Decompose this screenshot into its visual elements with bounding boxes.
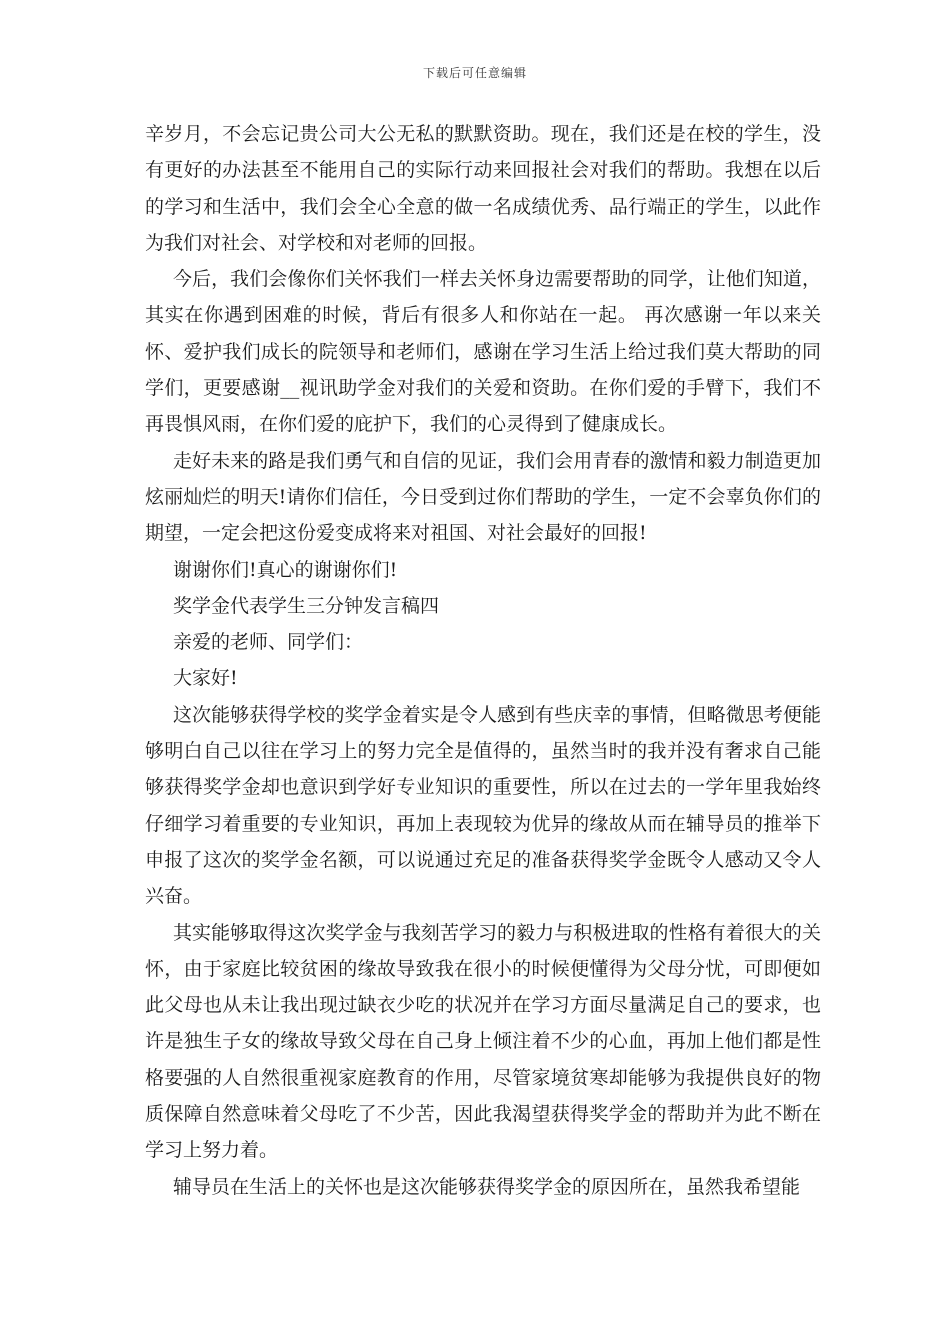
section-title: 奖学金代表学生三分钟发言稿四 xyxy=(173,594,440,617)
paragraph: 谢谢你们!真心的谢谢你们! xyxy=(173,558,398,581)
paragraph: 今后，我们会像你们关怀我们一样去关怀身边需要帮助的同学，让他们知道，其实在你遇到困难的时候，背后有很多人和你站在一起。 再次感谢一年以来关怀、爱护我们成长的院领导和老师们，感谢在学习生活上给过我们莫大帮助的同学们，更要感谢__视讯助学金对我们的关爱和资助。在你们爱的手臂下，我们不再畏惧风雨，在你们爱的庇护下，我们的心灵得到了健康成长。 xyxy=(145,268,821,436)
paragraph: 这次能够获得学校的奖学金着实是令人感到有些庆幸的事情，但略微思考便能够明白自己以往在学习上的努力完全是值得的，虽然当时的我并没有奢求自己能够获得奖学金却也意识到学好专业知识的重要性，所以在过去的一学年里我始终仔细学习着重要的专业知识，再加上表现较为优异的缘故从而在辅导员的推举下申报了这次的奖学金名额，可以说通过充足的准备获得奖学金既令人感动又令人兴奋。 xyxy=(145,703,821,908)
greeting: 大家好! xyxy=(173,667,238,690)
page-header: 下载后可任意编辑 xyxy=(422,66,527,80)
paragraph: 走好未来的路是我们勇气和自信的见证，我们会用青春的激情和毅力制造更加炫丽灿烂的明天!请你们信任，今日受到过你们帮助的学生，一定不会辜负你们的期望，一定会把这份爱变成将来对祖国、对社会最好的回报! xyxy=(145,449,821,545)
paragraph: 辛岁月，不会忘记贵公司大公无私的默默资助。现在，我们还是在校的学生，没有更好的办法甚至不能用自己的实际行动来回报社会对我们的帮助。我想在以后的学习和生活中，我们会全心全意的做一名成绩优秀、品行端正的学生，以此作为我们对社会、对学校和对老师的回报。 xyxy=(145,123,821,254)
paragraph: 辅导员在生活上的关怀也是这次能够获得奖学金的原因所在，虽然我希望能 xyxy=(173,1175,801,1198)
paragraph: 其实能够取得这次奖学金与我刻苦学习的毅力与积极进取的性格有着很大的关怀，由于家庭比较贫困的缘故导致我在很小的时候便懂得为父母分忧，可即便如此父母也从未让我出现过缺衣少吃的状况并在学习方面尽量满足自己的要求，也许是独生子女的缘故导致父母在自己身上倾注着不少的心血，再加上他们都是性格要强的人自然很重视家庭教育的作用，尽管家境贫寒却能够为我提供良好的物质保障自然意味着父母吃了不少苦，因此我渴望获得奖学金的帮助并为此不断在学习上努力着。 xyxy=(145,921,821,1162)
salutation: 亲爱的老师、同学们： xyxy=(173,631,364,654)
document-body xyxy=(145,116,821,1205)
